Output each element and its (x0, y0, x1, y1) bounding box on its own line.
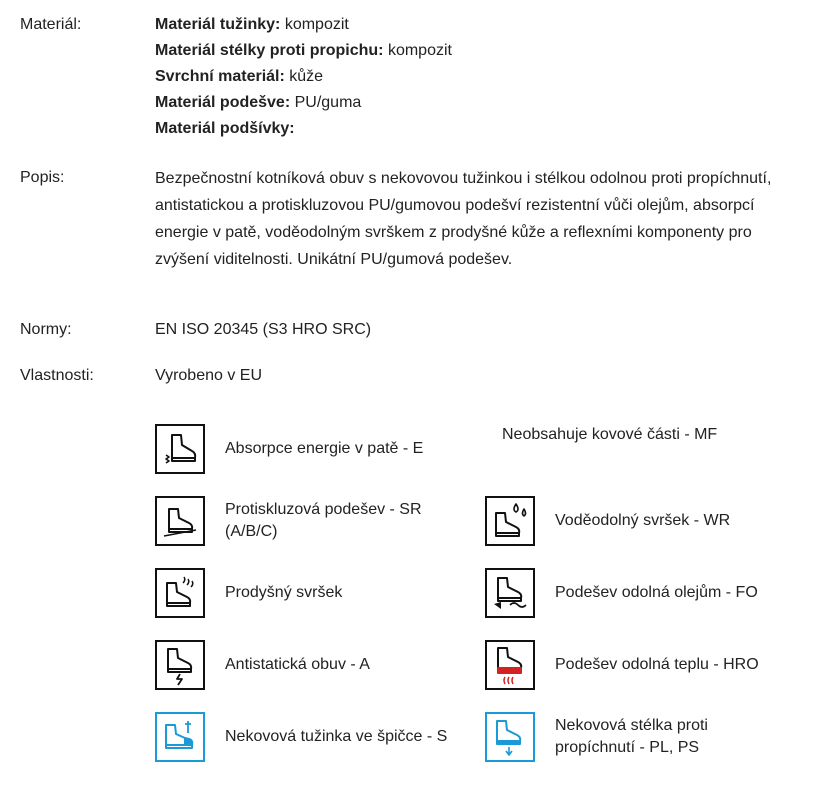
feature-anti-slip (155, 496, 455, 546)
feature-text: Nekovová stélka proti propíchnutí - PL, PS (555, 717, 708, 756)
feature-shock-absorption (155, 424, 475, 474)
non-metal-midsole-icon (485, 712, 535, 762)
material-line: Materiál podšívky: (155, 120, 295, 137)
feature-heat-resistant (485, 640, 775, 690)
feature-text: Podešev odolná olejům - FO (555, 584, 758, 601)
feature-text: Voděodolný svršek - WR (555, 512, 731, 529)
popis-label: Popis: (20, 169, 65, 186)
material-line: Materiál stélky proti propichu: kompozit (155, 42, 452, 59)
breathable-icon (155, 568, 205, 618)
material-line: Materiál tužinky: kompozit (155, 16, 349, 33)
feature-text: Podešev odolná teplu - HRO (555, 656, 759, 673)
feature-breathable (155, 568, 455, 618)
shock-absorption-icon (155, 424, 205, 474)
anti-slip-icon (155, 496, 205, 546)
feature-non-metal-midsole (485, 712, 775, 762)
feature-text: Nekovová tužinka ve špičce - S (225, 728, 448, 745)
heat-resistant-icon (485, 640, 535, 690)
vlastnosti-value: Vyrobeno v EU (155, 367, 263, 384)
material-list (155, 12, 795, 142)
oil-resistant-icon (485, 568, 535, 618)
water-drops-icon (485, 496, 535, 546)
feature-text: Prodyšný svršek (225, 584, 343, 601)
non-metal-toecap-icon (155, 712, 205, 762)
normy-label: Normy: (20, 321, 72, 338)
feature-text: Protiskluzová podešev - SR (A/B/C) (225, 501, 422, 540)
vlastnosti-label: Vlastnosti: (20, 367, 94, 384)
feature-antistatic (155, 640, 455, 690)
material-line: Materiál podešve: PU/guma (155, 94, 362, 111)
feature-metal-free (485, 424, 782, 446)
material-label: Materiál: (20, 16, 82, 33)
material-line: Svrchní materiál: kůže (155, 68, 324, 85)
normy-value: EN ISO 20345 (S3 HRO SRC) (155, 321, 372, 338)
feature-non-metal-toecap (155, 712, 455, 762)
description-text: Bezpečnostní kotníková obuv s nekovovou tužinkou i stélkou odolnou proti propíchnutí, antistatickou a protiskluzovou PU/gumovou podešví rezistentní vůči olejům, absorpcí energie v patě, voděodolným svrškem z prodyšné kůže a reflexními komponenty pro zvýšení viditelnosti. Unikátní PU/gumová podešev. (155, 170, 772, 268)
feature-text: Neobsahuje kovové části - MF (502, 426, 718, 443)
feature-text: Absorpce energie v patě - E (225, 440, 424, 457)
feature-oil-resistant (485, 568, 775, 618)
feature-water-resistant (485, 496, 775, 546)
feature-text: Antistatická obuv - A (225, 656, 370, 673)
antistatic-icon (155, 640, 205, 690)
